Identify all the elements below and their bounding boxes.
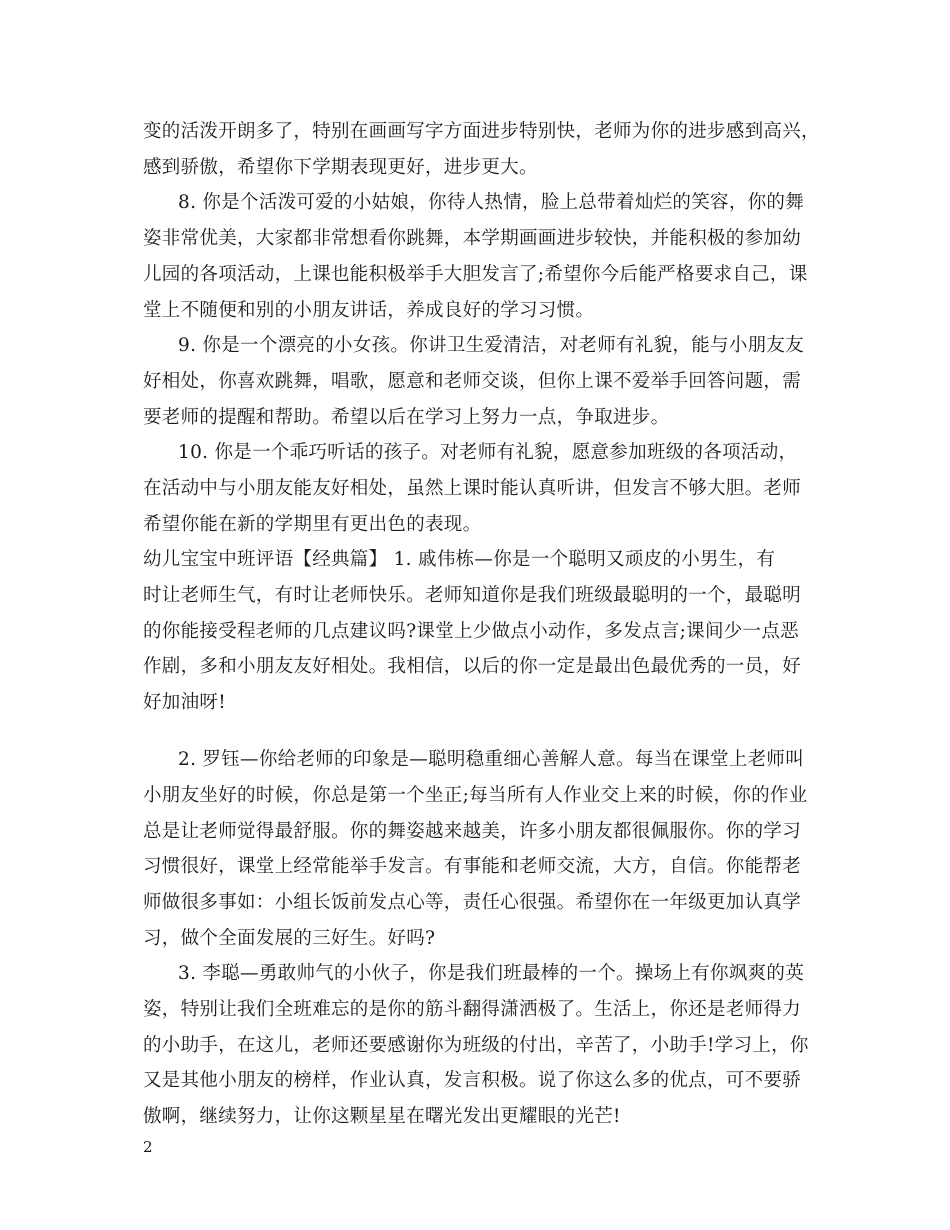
text-line: 的你能接受程老师的几点建议吗?课堂上少做点小动作，多发点言;课间少一点恶 — [143, 621, 799, 642]
section-heading-line: 幼儿宝宝中班评语【经典篇】 1. 戚伟栋—你是一个聪明又顽皮的小男生，有 — [143, 549, 776, 570]
paragraph-10-start: 10. 你是一个乖巧听话的孩子。对老师有礼貌，愿意参加班级的各项活动， — [178, 442, 798, 463]
text-line: 习，做个全面发展的三好生。好吗? — [143, 928, 436, 949]
page-number: 2 — [143, 1138, 153, 1156]
text-line: 要老师的提醒和帮助。希望以后在学习上努力一点，争取进步。 — [143, 407, 670, 428]
text-line: 姿，特别让我们全班难忘的是你的筋斗翻得潇洒极了。生活上，你还是老师得力 — [143, 999, 802, 1020]
text-line: 总是让老师觉得最舒服。你的舞姿越来越美，许多小朋友都很佩服你。你的学习 — [143, 821, 802, 842]
text-line: 希望你能在新的学期里有更出色的表现。 — [143, 514, 482, 535]
text-line: 在活动中与小朋友能友好相处，虽然上课时能认真听讲，但发言不够大胆。老师 — [143, 478, 802, 499]
text-line: 小朋友坐好的时候，你总是第一个坐正;每当所有人作业交上来的时候，你的作业 — [143, 785, 808, 806]
text-line: 好加油呀! — [143, 692, 226, 713]
text-line: 习惯很好，课堂上经常能举手发言。有事能和老师交流，大方，自信。你能帮老 — [143, 856, 802, 877]
text-line: 傲啊，继续努力，让你这颗星星在曙光发出更耀眼的光芒! — [143, 1106, 621, 1127]
text-line: 师做很多事如：小组长饭前发点心等，责任心很强。希望你在一年级更加认真学 — [143, 892, 802, 913]
paragraph-2-start: 2. 罗钰—你给老师的印象是—聪明稳重细心善解人意。每当在课堂上老师叫 — [178, 749, 805, 770]
text-line: 作剧，多和小朋友友好相处。我相信，以后的你一定是最出色最优秀的一员，好 — [143, 656, 802, 677]
paragraph-8-start: 8. 你是个活泼可爱的小姑娘，你待人热情，脸上总带着灿烂的笑容，你的舞 — [178, 192, 805, 213]
text-line: 儿园的各项活动，上课也能积极举手大胆发言了;希望你今后能严格要求自己，课 — [143, 264, 808, 285]
paragraph-3-start: 3. 李聪—勇敢帅气的小伙子，你是我们班最棒的一个。操场上有你飒爽的英 — [178, 963, 805, 984]
text-line: 变的活泼开朗多了，特别在画画写字方面进步特别快，老师为你的进步感到高兴， — [143, 121, 820, 142]
text-line: 堂上不随便和别的小朋友讲话，养成良好的学习习惯。 — [143, 300, 595, 321]
text-line: 好相处，你喜欢跳舞，唱歌，愿意和老师交谈，但你上课不爱举手回答问题，需 — [143, 371, 802, 392]
text-line: 姿非常优美，大家都非常想看你跳舞，本学期画画进步较快，并能积极的参加幼 — [143, 228, 802, 249]
text-line: 感到骄傲，希望你下学期表现更好，进步更大。 — [143, 157, 538, 178]
paragraph-9-start: 9. 你是一个漂亮的小女孩。你讲卫生爱清洁，对老师有礼貌，能与小朋友友 — [178, 335, 805, 356]
text-line: 又是其他小朋友的榜样，作业认真，发言积极。说了你这么多的优点，可不要骄 — [143, 1070, 802, 1091]
text-line: 时让老师生气，有时让老师快乐。老师知道你是我们班级最聪明的一个，最聪明 — [143, 585, 802, 606]
text-line: 的小助手，在这儿，老师还要感谢你为班级的付出，辛苦了，小助手!学习上，你 — [143, 1035, 809, 1056]
